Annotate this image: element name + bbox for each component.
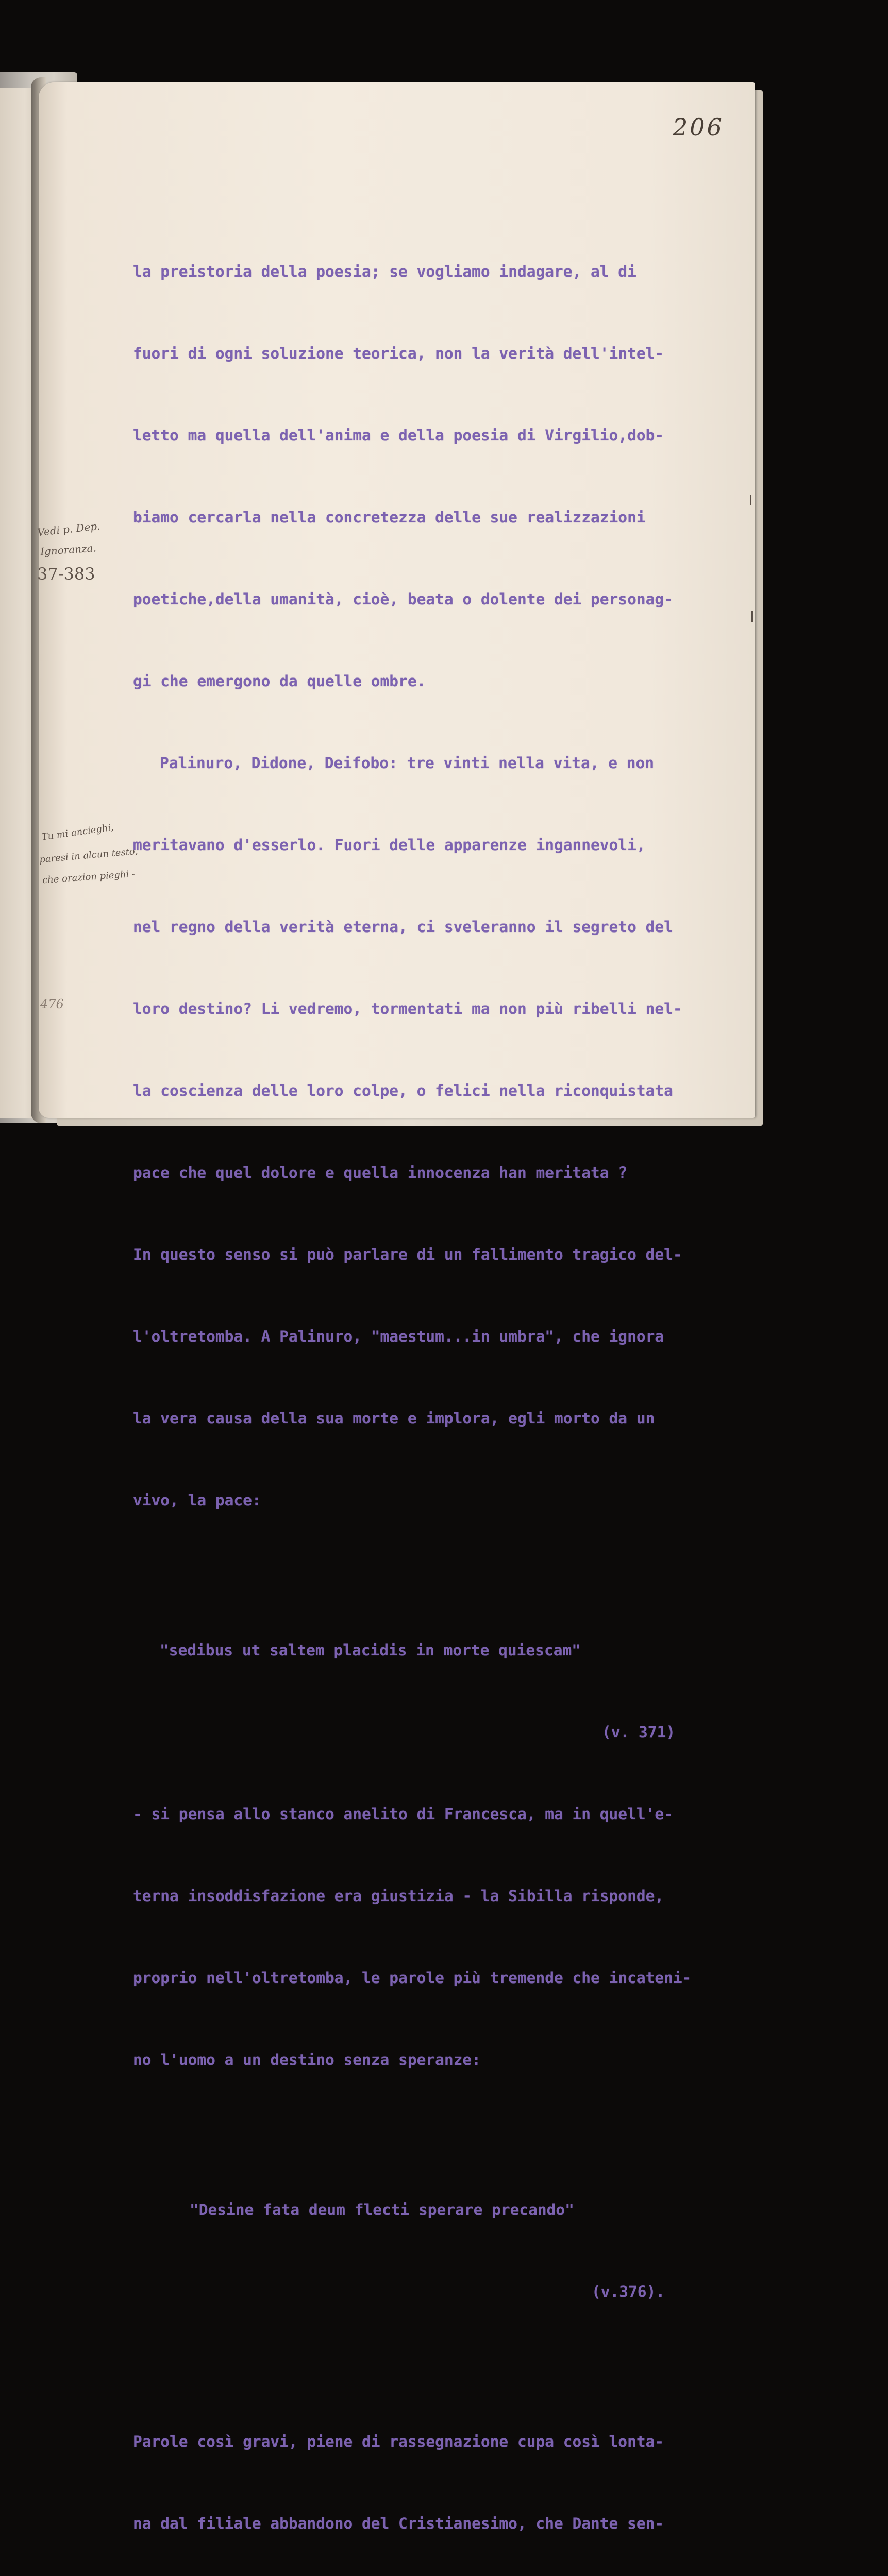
margin-note: Vedi p. Dep. [37,519,101,539]
body-line: gi che emergono da quelle ombre. [133,672,426,690]
verse-reference: (v.376). [592,2283,665,2300]
margin-note: Tu mi ancieghi, [41,822,115,843]
body-line: na dal filiale abbandono del Cristianesimo, che Dante sen- [133,2515,664,2532]
margin-note: paresi in alcun testo, [39,845,139,866]
margin-note: Ignoranza. [40,541,97,558]
verse-quote: "sedibus ut saltem placidis in morte quiescam" [160,1641,581,1659]
body-line: la preistoria della poesia; se vogliamo indagare, al di [133,263,636,280]
body-line: proprio nell'oltretomba, le parole più tremende che incateni- [133,1969,692,1987]
right-edge-mark [750,495,751,505]
margin-note: che orazion pieghi - [42,868,136,886]
body-line: vivo, la pace: [133,1492,261,1509]
body-line: l'oltretomba. A Palinuro, "maestum...in umbra", che ignora [133,1328,664,1345]
body-line: In questo senso si può parlare di un fallimento tragico del- [133,1246,682,1263]
body-line: pace che quel dolore e quella innocenza han meritata ? [133,1164,628,1181]
body-line: Palinuro, Didone, Deifobo: tre vinti nella vita, e non [160,754,655,772]
page-number: 206 [673,113,724,141]
body-line: nel regno della verità eterna, ci sveleranno il segreto del [133,918,673,936]
right-edge-mark [751,611,753,622]
body-line: biamo cercarla nella concretezza delle sue realizzazioni [133,509,646,526]
body-line: terna insoddisfazione era giustizia - la Sibilla risponde, [133,1887,664,1905]
body-line: fuori di ogni soluzione teorica, non la verità dell'intel- [133,345,664,362]
body-line: Parole così gravi, piene di rassegnazione cupa così lonta- [133,2433,664,2450]
body-line: - si pensa allo stanco anelito di Francesca, ma in quell'e- [133,1805,673,1823]
body-line: loro destino? Li vedremo, tormentati ma non più ribelli nel- [133,1000,682,1018]
body-line: letto ma quella dell'anima e della poesia di Virgilio,dob- [133,427,664,444]
body-line: meritavano d'esserlo. Fuori delle apparenze ingannevoli, [133,836,646,854]
body-line: la coscienza delle loro colpe, o felici nella riconquistata [133,1082,673,1099]
verse-reference: (v. 371) [602,1723,676,1741]
body-line: la vera causa della sua morte e implora, egli morto da un [133,1410,655,1427]
body-line: poetiche,della umanità, cioè, beata o dolente dei personag- [133,590,673,608]
verse-quote: "Desine fata deum flecti sperare precando" [190,2201,574,2218]
margin-note: 476 [40,997,64,1011]
margin-note: 37-383 [37,564,95,584]
body-line: no l'uomo a un destino senza speranze: [133,2051,481,2069]
typewritten-body [133,204,726,2576]
